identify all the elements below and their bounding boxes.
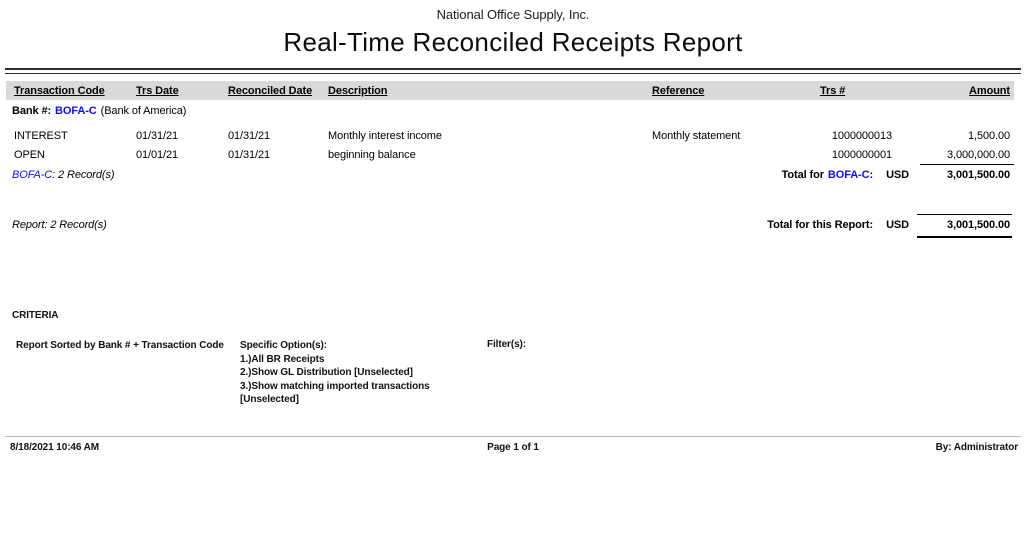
criteria-option: 2.)Show GL Distribution [Unselected] <box>240 367 413 378</box>
report-title: Real-Time Reconciled Receipts Report <box>283 27 743 57</box>
report-record-count: Report: 2 Record(s) <box>12 219 107 231</box>
column-header-row <box>6 81 1014 100</box>
company-name: National Office Supply, Inc. <box>436 7 590 22</box>
footer-page-number: Page 1 of 1 <box>487 442 539 453</box>
bank-code: BOFA-C <box>55 105 97 117</box>
footer-datetime: 8/18/2021 10:46 AM <box>10 442 100 453</box>
col-header-trs-number: Trs # <box>816 81 920 100</box>
col-header-reference: Reference <box>644 81 816 100</box>
bank-total-label: Total for <box>781 168 824 181</box>
bank-number-label: Bank #: <box>12 105 52 117</box>
report-total-group <box>767 214 1012 238</box>
cell-amount: 1,500.00 <box>967 130 1010 142</box>
page-footer <box>5 436 1021 453</box>
cell-description: Monthly interest income <box>328 130 442 142</box>
report-total-label: Total for this Report: <box>767 219 874 231</box>
criteria-sorted-by: Report Sorted by Bank # + Transaction Code <box>16 340 224 351</box>
cell-trs-date: 01/01/21 <box>136 149 179 162</box>
report-total-amount: 3,001,500.00 <box>917 214 1012 238</box>
bank-total-code: BOFA-C <box>827 168 870 181</box>
table-row <box>6 145 1014 165</box>
bank-total-currency: USD <box>886 168 909 181</box>
cell-reconciled-date: 01/31/21 <box>228 149 271 162</box>
cell-reference: Monthly statement <box>652 130 741 142</box>
cell-trs-number: 1000000013 <box>831 130 892 142</box>
col-header-trs-date: Trs Date <box>128 81 220 100</box>
cell-trs-date: 01/31/21 <box>136 130 179 142</box>
bank-group-row <box>6 100 1014 120</box>
criteria-option: 1.)All BR Receipts <box>240 353 325 365</box>
header-double-rule <box>5 68 1021 74</box>
cell-transaction-code: INTEREST <box>14 130 68 142</box>
bank-total-row <box>6 165 1014 185</box>
cell-reconciled-date: 01/31/21 <box>228 130 271 142</box>
col-header-amount: Amount <box>920 81 1014 100</box>
criteria-options-label: Specific Option(s): <box>240 340 327 351</box>
cell-reference <box>644 145 816 165</box>
bank-name: (Bank of America) <box>100 105 187 117</box>
criteria-options <box>240 339 452 407</box>
cell-amount: 3,000,000.00 <box>946 149 1010 161</box>
criteria-heading: CRITERIA <box>12 310 59 321</box>
table-row <box>6 126 1014 145</box>
footer-user: By: Administrator <box>935 442 1018 453</box>
cell-trs-number: 1000000001 <box>831 149 892 162</box>
col-header-description: Description <box>320 81 644 100</box>
bank-records-code: BOFA-C <box>12 168 53 181</box>
transactions-table <box>6 81 1014 184</box>
report-total-currency: USD <box>886 219 909 231</box>
cell-description: beginning balance <box>328 149 416 162</box>
report-total-row <box>6 214 1012 238</box>
col-header-reconciled-date: Reconciled Date <box>220 81 320 100</box>
cell-transaction-code: OPEN <box>14 149 45 162</box>
bank-records-count: : 2 Record(s) <box>52 168 115 181</box>
col-header-transaction-code: Transaction Code <box>6 81 128 100</box>
criteria-filters-label: Filter(s): <box>487 339 527 350</box>
bank-total-amount: 3,001,500.00 <box>920 165 1014 185</box>
criteria-option: 3.)Show matching imported transactions [Unselected] <box>240 380 430 405</box>
bank-total-colon: : <box>869 168 874 181</box>
